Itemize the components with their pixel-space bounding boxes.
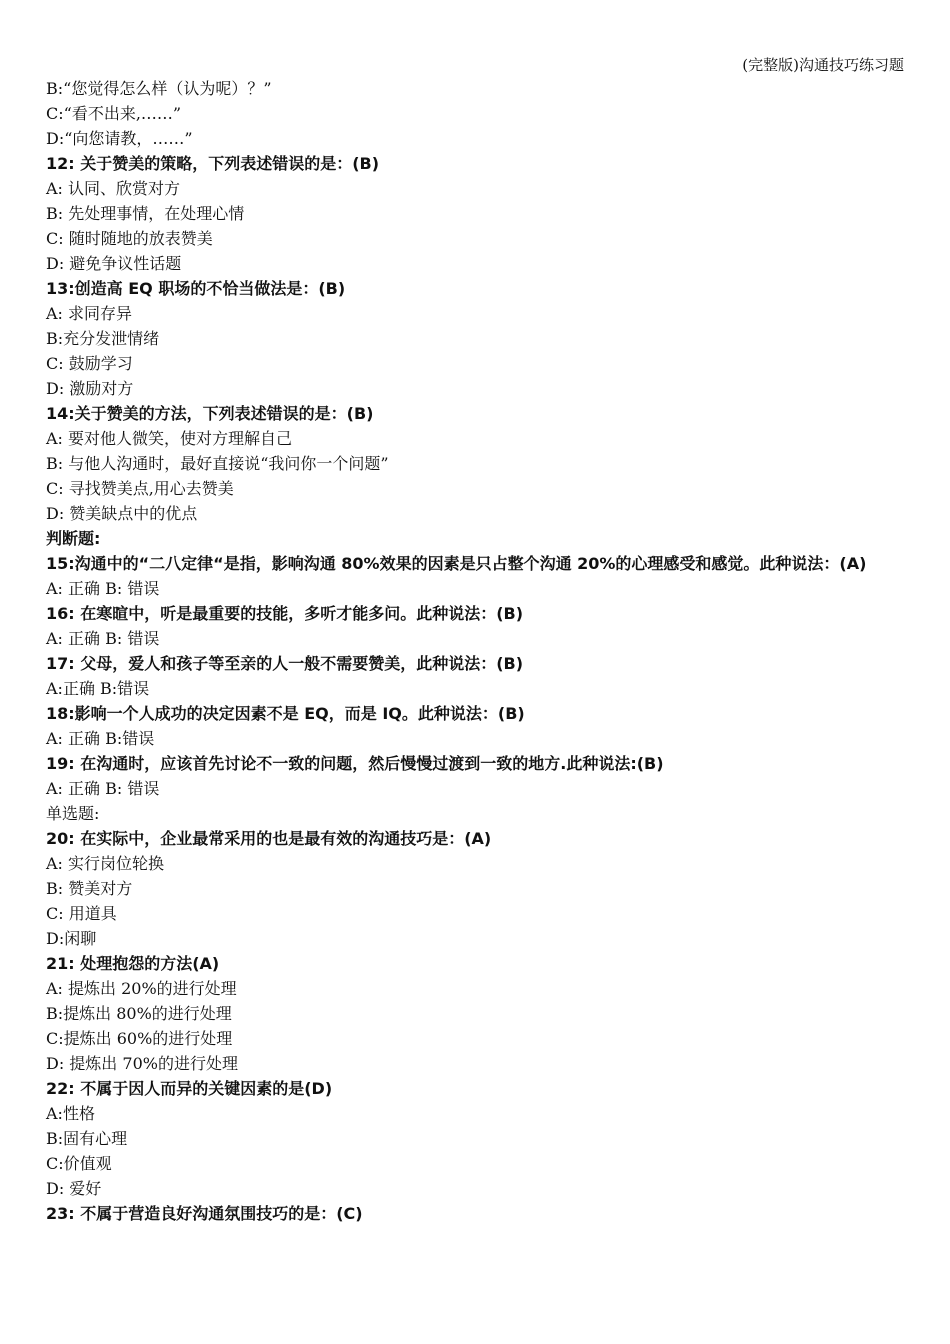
answer-line: D: 激励对方 bbox=[46, 379, 134, 398]
answer-line: A: 认同、欣赏对方 bbox=[46, 179, 181, 198]
page-header-title: (完整版)沟通技巧练习题 bbox=[742, 56, 904, 74]
answer-line: C:“看不出来,……” bbox=[46, 104, 182, 123]
question-line: 14:关于赞美的方法，下列表述错误的是：(B) bbox=[46, 404, 374, 423]
answer-line: A: 实行岗位轮换 bbox=[46, 854, 165, 873]
answer-line: D: 爱好 bbox=[46, 1179, 102, 1198]
answer-line: 单选题: bbox=[46, 804, 100, 823]
answer-line: A: 求同存异 bbox=[46, 304, 133, 323]
answer-line: B: 先处理事情，在处理心情 bbox=[46, 204, 245, 223]
answer-line: A: 正确 B: 错误 bbox=[46, 629, 160, 648]
answer-line: C: 鼓励学习 bbox=[46, 354, 133, 373]
answer-line: A: 要对他人微笑，使对方理解自己 bbox=[46, 429, 293, 448]
question-line: 判断题: bbox=[46, 529, 101, 548]
answer-line: D: 避免争议性话题 bbox=[46, 254, 182, 273]
question-line: 17: 父母，爱人和孩子等至亲的人一般不需要赞美，此种说法：(B) bbox=[46, 654, 524, 673]
answer-line: A: 正确 B: 错误 bbox=[46, 579, 160, 598]
answer-line: A: 提炼出 20%的进行处理 bbox=[46, 979, 237, 998]
answer-line: B: 赞美对方 bbox=[46, 879, 133, 898]
answer-line: B:充分发泄情绪 bbox=[46, 329, 160, 348]
question-line: 16: 在寒暄中，听是最重要的技能，多听才能多问。此种说法：(B) bbox=[46, 604, 524, 623]
question-line: 19: 在沟通时，应该首先讨论不一致的问题，然后慢慢过渡到一致的地方.此种说法:(B) bbox=[46, 754, 664, 773]
answer-line: C: 随时随地的放表赞美 bbox=[46, 229, 213, 248]
answer-line: B: 与他人沟通时，最好直接说“我问你一个问题” bbox=[46, 454, 389, 473]
answer-line: C:价值观 bbox=[46, 1154, 112, 1173]
answer-line: C: 寻找赞美点,用心去赞美 bbox=[46, 479, 234, 498]
answer-line: B:“您觉得怎么样（认为呢）？” bbox=[46, 79, 272, 98]
answer-line: C:提炼出 60%的进行处理 bbox=[46, 1029, 233, 1048]
answer-line: D:“向您请教，……” bbox=[46, 129, 193, 148]
answer-line: A: 正确 B:错误 bbox=[46, 729, 155, 748]
question-line: 18:影响一个人成功的决定因素不是 EQ，而是 IQ。此种说法：(B) bbox=[46, 704, 525, 723]
question-line: 12: 关于赞美的策略，下列表述错误的是：(B) bbox=[46, 154, 380, 173]
answer-line: D: 赞美缺点中的优点 bbox=[46, 504, 198, 523]
document-body bbox=[46, 76, 906, 1226]
question-line: 13:创造高 EQ 职场的不恰当做法是：(B) bbox=[46, 279, 346, 298]
answer-line: C: 用道具 bbox=[46, 904, 117, 923]
answer-line: D: 提炼出 70%的进行处理 bbox=[46, 1054, 238, 1073]
answer-line: A: 正确 B: 错误 bbox=[46, 779, 160, 798]
answer-line: B:固有心理 bbox=[46, 1129, 128, 1148]
answer-line: A:正确 B:错误 bbox=[46, 679, 150, 698]
question-line: 22: 不属于因人而异的关键因素的是(D) bbox=[46, 1079, 333, 1098]
question-line: 21: 处理抱怨的方法(A) bbox=[46, 954, 220, 973]
question-line: 20: 在实际中，企业最常采用的也是最有效的沟通技巧是：(A) bbox=[46, 829, 492, 848]
question-line: 15:沟通中的“二八定律“是指，影响沟通 80%效果的因素是只占整个沟通 20%的心理感受和感觉。此种说法：(A) bbox=[46, 554, 867, 573]
answer-line: A:性格 bbox=[46, 1104, 95, 1123]
answer-line: D:闲聊 bbox=[46, 929, 97, 948]
question-line: 23: 不属于营造良好沟通氛围技巧的是：(C) bbox=[46, 1204, 363, 1223]
answer-line: B:提炼出 80%的进行处理 bbox=[46, 1004, 232, 1023]
